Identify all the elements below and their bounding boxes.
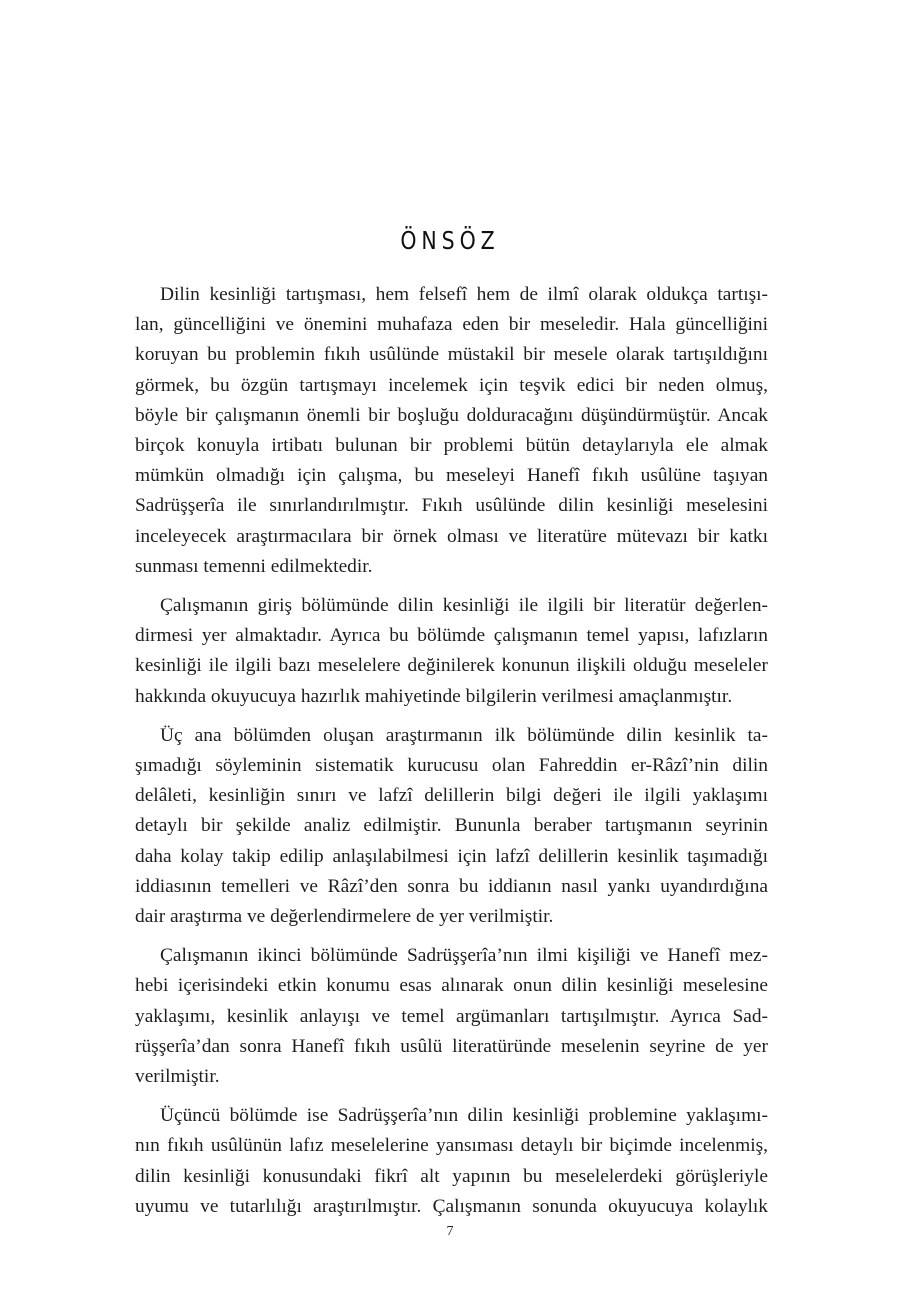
text-line: kesinliği ile ilgili bazı meselelere değinilerek konunun ilişkili olduğu meseleler xyxy=(135,655,768,677)
text-line: Çalışmanın giriş bölümünde dilin kesinliği ile ilgili bir literatür değerlen- xyxy=(160,595,768,617)
text-line: rüşşerîa’dan sonra Hanefî fıkıh usûlü literatüründe meselenin seyrine de yer xyxy=(135,1035,768,1057)
chapter-title: ÖNSÖZ xyxy=(400,226,500,255)
text-line: iddiasının temelleri ve Râzî’den sonra bu iddianın nasıl yankı uyandırdığına xyxy=(135,875,768,897)
text-line: dair araştırma ve değerlendirmelere de yer verilmiştir. xyxy=(135,906,554,928)
text-line: Çalışmanın ikinci bölümünde Sadrüşşerîa’nın ilmi kişiliği ve Hanefî mez- xyxy=(160,945,768,967)
text-line: dilin kesinliği konusundaki fikrî alt yapının bu meselelerdeki görüşleriyle xyxy=(135,1165,768,1187)
paragraph xyxy=(135,1101,768,1222)
text-line: daha kolay takip edilip anlaşılabilmesi için lafzî delillerin kesinlik taşımadığı xyxy=(135,845,768,867)
text-line: sunması temenni edilmektedir. xyxy=(135,555,373,577)
text-line: şımadığı söyleminin sistematik kurucusu olan Fahreddin er-Râzî’nin dilin xyxy=(135,755,768,777)
body-text xyxy=(135,280,768,1231)
paragraph xyxy=(135,280,768,582)
text-line: inceleyecek araştırmacılara bir örnek olması ve literatüre mütevazı bir katkı xyxy=(135,525,768,547)
paragraph xyxy=(135,591,768,712)
text-line: lan, güncelliğini ve önemini muhafaza eden bir meseledir. Hala güncelliğini xyxy=(135,314,768,336)
text-line: Sadrüşşerîa ile sınırlandırılmıştır. Fıkıh usûlünde dilin kesinliği meselesini xyxy=(135,495,768,517)
text-line: Dilin kesinliği tartışması, hem felsefî hem de ilmî olarak oldukça tartışı- xyxy=(160,284,768,305)
text-line: nın fıkıh usûlünün lafız meselelerine yansıması detaylı bir biçimde incelenmiş, xyxy=(135,1135,768,1157)
paragraph xyxy=(135,941,768,1092)
text-line: koruyan bu problemin fıkıh usûlünde müstakil bir mesele olarak tartışıldığını xyxy=(135,344,768,366)
text-line: birçok konuyla irtibatı bulunan bir problemi bütün detaylarıyla ele almak xyxy=(135,435,768,457)
text-line: hakkında okuyucuya hazırlık mahiyetinde bilgilerin verilmesi amaçlanmıştır. xyxy=(135,685,733,707)
text-line: Üçüncü bölümde ise Sadrüşşerîa’nın dilin kesinliği problemine yaklaşımı- xyxy=(160,1105,768,1127)
page-number: 7 xyxy=(446,1224,454,1239)
text-line: verilmiştir. xyxy=(135,1066,220,1088)
text-line: yaklaşımı, kesinlik anlayışı ve temel argümanları tartışılmıştır. Ayrıca Sad- xyxy=(135,1005,768,1027)
text-line: delâleti, kesinliğin sınırı ve lafzî delillerin bilgi değeri ile ilgili yaklaşımı xyxy=(135,785,768,807)
paragraph xyxy=(135,721,768,932)
text-line: detaylı bir şekilde analiz edilmiştir. Bununla beraber tartışmanın seyrinin xyxy=(135,815,768,837)
text-line: uyumu ve tutarlılığı araştırılmıştır. Çalışmanın sonunda okuyucuya kolaylık xyxy=(135,1195,768,1217)
text-line: böyle bir çalışmanın önemli bir boşluğu dolduracağını düşündürmüştür. Ancak xyxy=(135,404,768,426)
text-line: dirmesi yer almaktadır. Ayrıca bu bölümde çalışmanın temel yapısı, lafızların xyxy=(135,625,768,647)
text-line: görmek, bu özgün tartışmayı incelemek için teşvik edici bir neden olmuş, xyxy=(135,374,768,396)
text-line: hebi içerisindeki etkin konumu esas alınarak onun dilin kesinliği meselesine xyxy=(135,975,768,997)
text-line: Üç ana bölümden oluşan araştırmanın ilk bölümünde dilin kesinlik ta- xyxy=(160,724,768,746)
text-line: mümkün olmadığı için çalışma, bu meseleyi Hanefî fıkıh usûlüne taşıyan xyxy=(135,465,768,487)
